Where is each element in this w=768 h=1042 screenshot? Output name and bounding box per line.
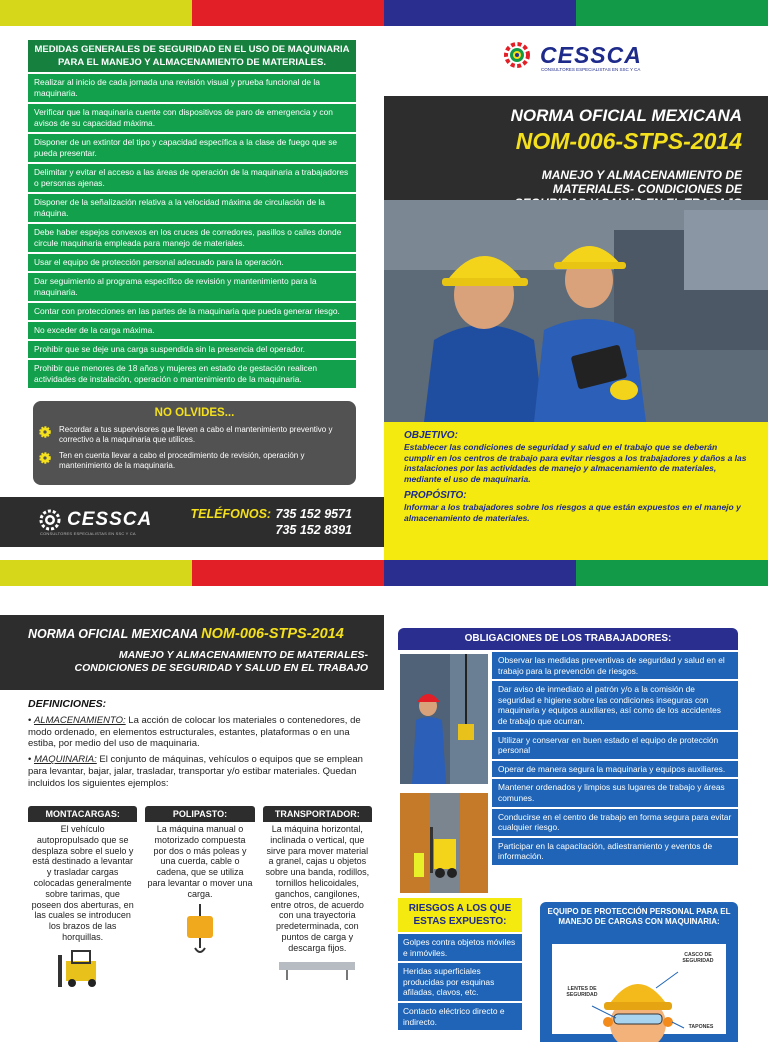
list-item: Disponer de un extintor del tipo y capacidad específica a la clase de fuego que se pueda presentar. — [28, 134, 356, 162]
definition-term: ALMACENAMIENTO: — [33, 715, 126, 726]
gear-icon — [39, 426, 51, 438]
objective-text: Establecer las condiciones de seguridad y salud en el trabajo que se deberán cumplir en los centros de trabajo para evitar riesgos a los trabajadores y daños a las instalaciones por las actividades de manejo y almacenamiento de materiales, mediante el uso de maquinaria. — [404, 442, 747, 484]
objective-box — [384, 422, 768, 560]
ppe-title: EQUIPO DE PROTECCIÓN PERSONAL PARA EL MANEJO DE CARGAS CON MAQUINARIA: — [547, 907, 731, 926]
machinery-type — [28, 806, 137, 987]
machinery-types — [28, 806, 372, 987]
color-stripe — [384, 0, 768, 26]
machinery-type — [263, 806, 372, 987]
logo-text: CESSCA — [67, 509, 153, 530]
list-item: Observar las medidas preventivas de seguridad y salud en el trabajo para la prevención de riesgos. — [492, 652, 738, 679]
definition-item: • ALMACENAMIENTO: La acción de colocar los materiales o contenedores, de modo ordenado, en elementos estructurales, estantes, plataformas o en una estiba, por medio del uso de maquinaria. — [28, 715, 361, 750]
definitions-title: DEFINICIONES: — [28, 698, 107, 710]
definition-text: La acción de colocar los materiales o contenedores, de modo ordenado, en elementos estructurales, estantes, plataformas o en una estiba, por medio del uso de maquinaria. — [28, 715, 361, 750]
color-stripe — [384, 560, 768, 586]
list-item: Participar en la capacitación, adiestramiento y eventos de información. — [492, 838, 738, 865]
safety-measures-header: MEDIDAS GENERALES DE SEGURIDAD EN EL USO DE MAQUINARIA PARA EL MANEJO Y ALMACENAMIENTO DE MATERIALES. — [28, 40, 356, 72]
list-item: Delimitar y evitar el acceso a las áreas de operación de la maquinaria a trabajadores o personas ajenas. — [28, 164, 356, 192]
reminder-text: Ten en cuenta llevar a cabo el procedimiento de revisión, operación y mantenimiento de la maquinaria. — [59, 451, 305, 470]
company-logo — [502, 40, 642, 70]
contact-footer — [0, 497, 384, 547]
risks-list — [398, 934, 522, 1032]
machinery-type-name: MONTACARGAS: — [28, 806, 137, 822]
norm-code: NOM-006-STPS-2014 — [515, 128, 742, 154]
norm-subtitle — [75, 649, 368, 675]
machinery-type-name: TRANSPORTADOR: — [263, 806, 372, 822]
forklift-image — [48, 947, 118, 987]
hoist-image — [175, 904, 225, 954]
norm-subtitle-line: MANEJO Y ALMACENAMIENTO DE MATERIALES- — [118, 649, 368, 661]
title-block — [0, 615, 384, 690]
ppe-label-plugs: TAPONES — [688, 1024, 714, 1030]
list-item: Dar aviso de inmediato al patrón y/o a la comisión de seguridad e higiene sobre las condiciones inseguras con maquinaria y equipos auxiliares, así como de los accidentes de trabajo que ocurran. — [492, 681, 738, 729]
norm-subtitle: MANEJO Y ALMACENAMIENTO DE MATERIALES- CONDICIONES DE — [541, 168, 742, 196]
obligations-title: OBLIGACIONES DE LOS TRABAJADORES: — [398, 628, 738, 650]
reminder-item — [39, 425, 348, 445]
list-item: Realizar al inicio de cada jornada una revisión visual y prueba funcional de la maquinaria. — [28, 74, 356, 102]
purpose-title: PROPÓSITO: — [404, 490, 467, 501]
list-item: Contar con protecciones en las partes de la maquinaria que pueda generar riesgo. — [28, 303, 356, 320]
logo-subtitle: CONSULTORES ESPECIALISTAS EN SSC Y CA — [40, 531, 136, 536]
conveyor-image — [277, 958, 357, 980]
machinery-type — [145, 806, 254, 987]
list-item: Debe haber espejos convexos en los cruces de corredores, pasillos o calles donde circule maquinaria empleada para manejo de materiales. — [28, 224, 356, 252]
list-item: Golpes contra objetos móviles e inmóviles. — [398, 934, 522, 961]
ppe-illustration — [552, 944, 726, 1034]
phone-number[interactable]: 735 152 9571 — [275, 507, 352, 521]
objective-title: OBJETIVO: — [404, 430, 458, 441]
list-item: Contacto eléctrico directo e indirecto. — [398, 1003, 522, 1030]
risks-title: RIESGOS A LOS QUE ESTAS EXPUESTO: — [398, 898, 522, 932]
machinery-type-text: La máquina horizontal, inclinada o vertical, que sirve para mover material a granel, cajas u objetos sobre una banda, rodillos, tornillos helicoidales, ganchos, cangilones, entre otros, de acuerdo con una trayectoria predeterminada, con puntos de carga y descarga fijos. — [265, 824, 370, 953]
norm-title — [28, 626, 344, 642]
list-item: Utilizar y conservar en buen estado el equipo de protección personal — [492, 732, 738, 759]
safety-rules-list — [28, 74, 356, 390]
reminder-item — [39, 451, 348, 471]
machinery-type-text: La máquina manual o motorizado compuesta por dos o más poleas y una cuerda, cable o cadena, que se utiliza para levantar o mover una carga. — [147, 824, 253, 899]
list-item: Prohibir que se deje una carga suspendida sin la presencia del operador. — [28, 341, 356, 358]
color-stripe — [0, 560, 384, 586]
phone-block — [191, 506, 352, 538]
definition-text: El conjunto de máquinas, vehículos o equipos que se emplean para levantar, bajar, jalar, trasladar, transportar y/o estibar materiales. Quedan incluidos los siguientes ejemplos: — [28, 754, 363, 789]
workers-photo — [384, 200, 768, 422]
obligations-photos — [400, 654, 488, 898]
definition-term: MAQUINARIA: — [33, 754, 97, 766]
list-item: Conducirse en el centro de trabajo en forma segura para evitar cualquier riesgo. — [492, 809, 738, 836]
obligations-list — [492, 652, 738, 867]
ppe-box — [540, 902, 738, 1042]
color-stripe — [0, 0, 384, 26]
list-item: Mantener ordenados y limpios sus lugares de trabajo y áreas comunes. — [492, 779, 738, 806]
list-item: No exceder de la carga máxima. — [28, 322, 356, 339]
purpose-text: Informar a los trabajadores sobre los riesgos a que están expuestos en el manejo y almacenamiento de materiales. — [404, 502, 741, 523]
logo-text: CESSCA — [540, 41, 642, 68]
ppe-label-glasses: LENTES DE SEGURIDAD — [566, 986, 598, 998]
list-item: Prohibir que menores de 18 años y mujeres en estado de gestación realicen actividades de instalación, operación o mantenimiento de la maquinaria. — [28, 360, 356, 388]
norm-code: NOM-006-STPS-2014 — [201, 626, 344, 642]
warehouse-forklift-photo — [400, 793, 488, 893]
reminder-title: NO OLVIDES... — [154, 407, 235, 419]
logo-subtitle: CONSULTORES ESPECIALISTAS EN SSC Y CA — [541, 67, 641, 72]
norm-title: NORMA OFICIAL MEXICANA — [510, 106, 742, 125]
phone-number[interactable]: 735 152 8391 — [275, 523, 352, 537]
gear-icon — [39, 452, 51, 464]
list-item: Verificar que la maquinaria cuente con dispositivos de paro de emergencia y con avisos de su capacidad máxima. — [28, 104, 356, 132]
panel-obligations — [384, 560, 768, 1030]
list-item: Heridas superficiales producidas por esquinas afiladas, clavos, etc. — [398, 963, 522, 1001]
definitions — [28, 698, 372, 793]
panel-safety-measures — [0, 0, 384, 560]
definition-item: • MAQUINARIA: El conjunto de máquinas, vehículos o equipos que se emplean para levantar, bajar, jalar, trasladar, transportar y/o estibar materiales. Quedan incluidos los siguientes ejemplos: — [28, 754, 363, 789]
ppe-label-helmet: CASCO DE SEGURIDAD — [682, 952, 714, 964]
reminder-box — [33, 401, 356, 485]
panel-definitions — [0, 560, 384, 1024]
norm-subtitle-line: CONDICIONES DE SEGURIDAD Y SALUD EN EL TRABAJO — [74, 662, 368, 674]
gear-logo-icon — [38, 508, 62, 532]
worker-hoist-photo — [400, 654, 488, 784]
phones-label: TELÉFONOS: — [190, 507, 272, 521]
panel-cover — [384, 0, 768, 560]
list-item: Disponer de la señalización relativa a la velocidad máxima de circulación de la máquina. — [28, 194, 356, 222]
machinery-type-text: El vehículo autopropulsado que se desplaza sobre el suelo y está destinado a levantar y trasladar cargas colocadas generalmente sobre tarimas, que poseen dos aberturas, en las cuales se introducen los brazos de las horquillas. — [31, 824, 134, 942]
list-item: Dar seguimiento al programa específico de revisión y mantenimiento para la maquinaria. — [28, 273, 356, 301]
reminder-text: Recordar a tus supervisores que lleven a cabo el mantenimiento preventivo y correctivo a la maquinaria que utilices. — [59, 425, 333, 444]
list-item: Operar de manera segura la maquinaria y equipos auxiliares. — [492, 761, 738, 778]
machinery-type-name: POLIPASTO: — [145, 806, 254, 822]
norm-title-prefix: NORMA OFICIAL MEXICANA — [28, 627, 198, 641]
list-item: Usar el equipo de protección personal adecuado para la operación. — [28, 254, 356, 271]
gear-logo-icon — [502, 40, 532, 70]
company-logo — [38, 508, 152, 532]
